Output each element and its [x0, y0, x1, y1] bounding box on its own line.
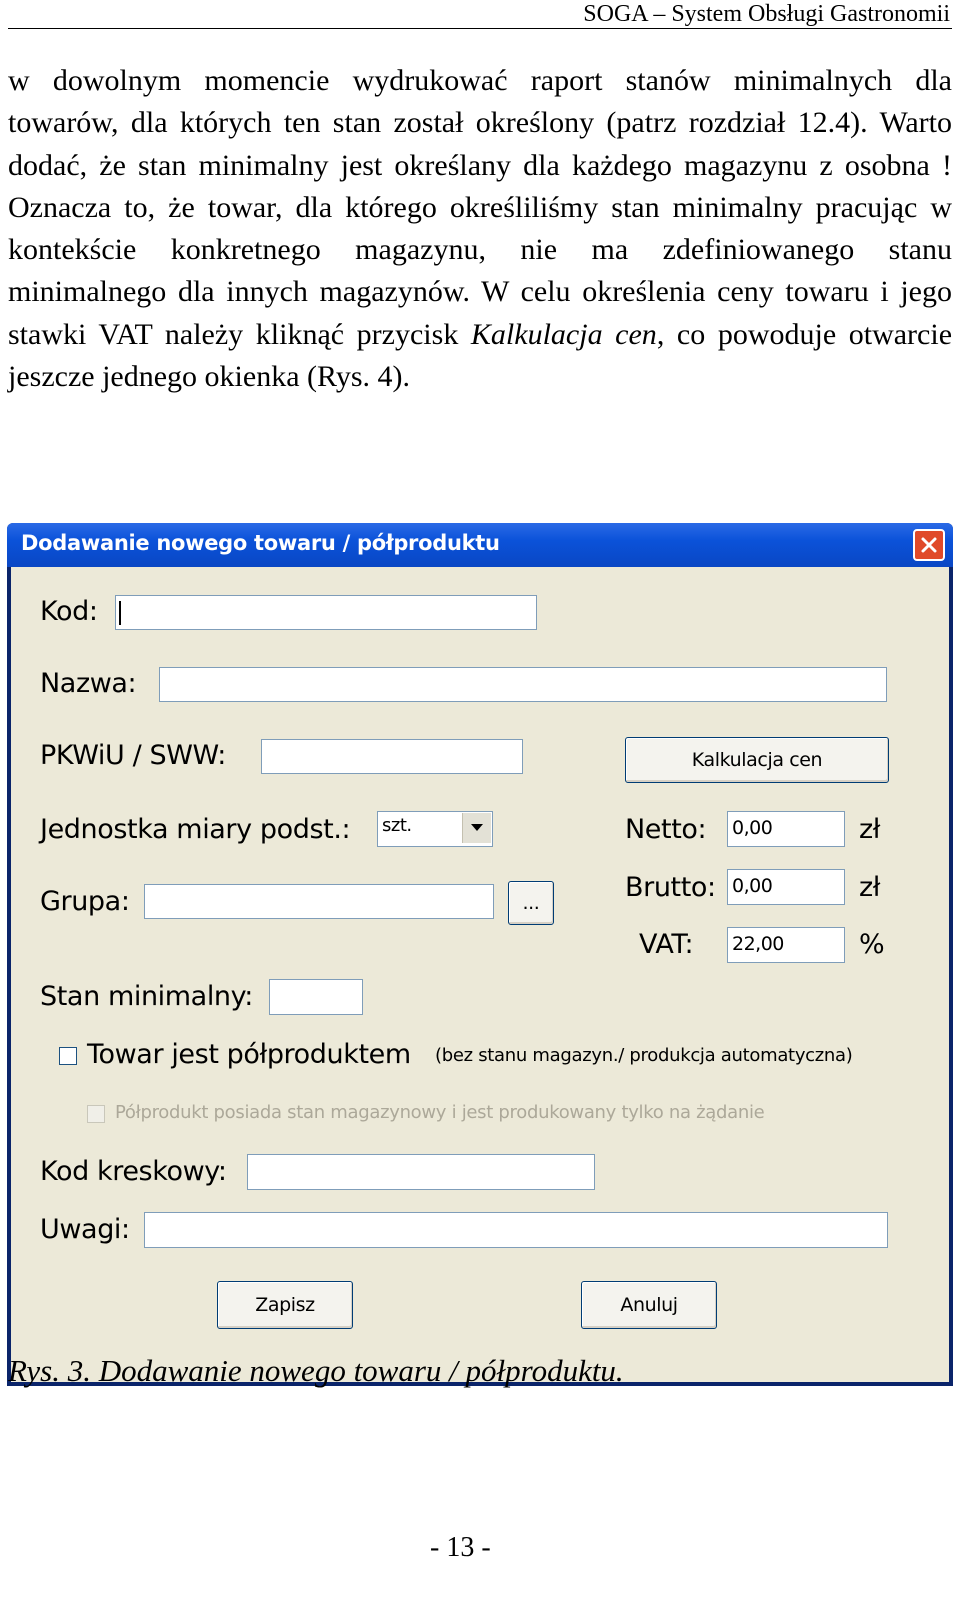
- close-icon: [920, 536, 938, 554]
- dialog-client-area: [11, 567, 949, 1382]
- polprodukt-note: (bez stanu magazyn./ produkcja automatyczna): [435, 1045, 853, 1066]
- dialog-window: [7, 523, 953, 1386]
- brutto-currency: zł: [859, 872, 881, 903]
- stan-magazynowy-label: Półprodukt posiada stan magazynowy i jest produkowany tylko na żądanie: [115, 1102, 765, 1123]
- nazwa-input[interactable]: [159, 667, 887, 702]
- dialog-title: Dodawanie nowego towaru / półproduktu: [21, 531, 500, 555]
- jednostka-value: szt.: [382, 815, 412, 836]
- netto-input[interactable]: 0,00: [727, 811, 845, 847]
- kod-kreskowy-label: Kod kreskowy:: [40, 1156, 227, 1187]
- kalkulacja-cen-button[interactable]: Kalkulacja cen: [625, 737, 889, 783]
- body-text-italic: Kalkulacja cen: [470, 317, 657, 351]
- brutto-label: Brutto:: [625, 872, 716, 903]
- jednostka-select[interactable]: [377, 811, 493, 847]
- text-caret: [119, 601, 121, 625]
- uwagi-label: Uwagi:: [40, 1214, 130, 1245]
- header-rule: [8, 28, 952, 29]
- document-header: SOGA – System Obsługi Gastronomii: [583, 1, 950, 27]
- polprodukt-label[interactable]: Towar jest półproduktem: [87, 1039, 411, 1070]
- uwagi-input[interactable]: [144, 1212, 888, 1248]
- body-paragraph: [8, 60, 952, 398]
- polprodukt-checkbox[interactable]: [59, 1047, 77, 1065]
- page-number: - 13 -: [430, 1532, 491, 1563]
- kod-input[interactable]: [115, 595, 537, 630]
- vat-label: VAT:: [639, 929, 694, 960]
- netto-label: Netto:: [625, 814, 707, 845]
- netto-currency: zł: [859, 814, 881, 845]
- anuluj-button[interactable]: Anuluj: [581, 1281, 717, 1329]
- vat-input[interactable]: 22,00: [727, 927, 845, 963]
- grupa-label: Grupa:: [40, 886, 130, 917]
- close-button[interactable]: [913, 529, 945, 561]
- grupa-input[interactable]: [144, 884, 494, 919]
- stan-magazynowy-checkbox: [87, 1105, 105, 1123]
- brutto-input[interactable]: 0,00: [727, 869, 845, 905]
- chevron-down-icon: [471, 824, 483, 832]
- zapisz-button[interactable]: Zapisz: [217, 1281, 353, 1329]
- grupa-browse-button[interactable]: ...: [508, 881, 554, 925]
- kod-kreskowy-input[interactable]: [247, 1154, 595, 1190]
- stan-minimalny-label: Stan minimalny:: [40, 981, 253, 1012]
- dropdown-arrow[interactable]: [462, 813, 491, 843]
- vat-percent: %: [859, 929, 885, 960]
- dialog-titlebar[interactable]: [7, 523, 953, 567]
- pkwiu-label: PKWiU / SWW:: [40, 740, 226, 771]
- figure-caption: Rys. 3. Dodawanie nowego towaru / półproduktu.: [8, 1353, 624, 1388]
- stan-minimalny-input[interactable]: [269, 979, 363, 1015]
- body-text-after: , co powoduje otwarcie jeszcze jednego okienka (Rys. 4).: [8, 317, 953, 394]
- pkwiu-input[interactable]: [261, 739, 523, 774]
- nazwa-label: Nazwa:: [40, 668, 137, 699]
- kod-label: Kod:: [40, 596, 98, 627]
- jednostka-label: Jednostka miary podst.:: [40, 814, 351, 845]
- body-text-before: w dowolnym momencie wydrukować raport stanów minimalnych dla towarów, dla których ten stan został określony (patrz rozdział 12.4). Warto dodać, że stan minimalny jest określany dla każdego magazynu z osobna ! Oznacza to, że towar, dla którego określiliśmy stan minimalny pracując w kontekście konkretnego magazynu, nie ma zdefiniowanego stanu minimalnego dla innych magazynów. W celu określenia ceny towaru i jego stawki VAT należy kliknąć przycisk: [8, 64, 952, 351]
